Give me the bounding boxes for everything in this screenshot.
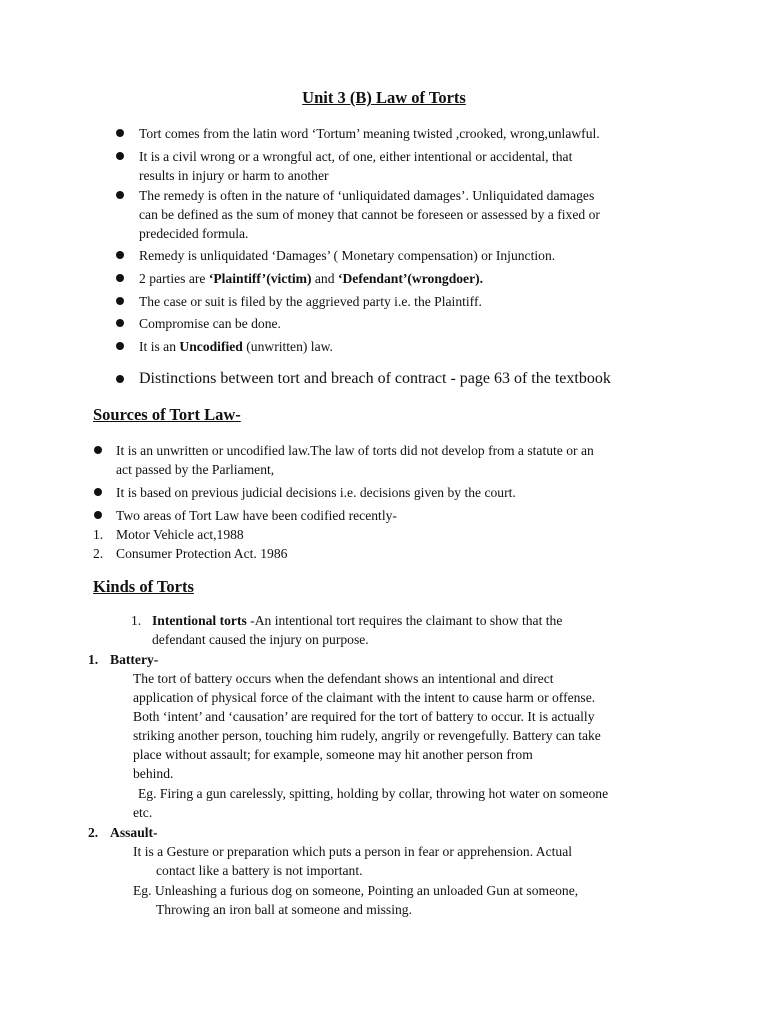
intro-bullet: The case or suit is filed by the aggrieved party i.e. the Plaintiff. [139,294,482,309]
bullet-icon [94,488,102,496]
assault-line-cont: contact like a battery is not important. [156,863,363,878]
battery-line: striking another person, touching him rudely, angrily or revengefully. Battery can take [133,728,601,743]
uncodified-prefix: It is an [139,339,180,354]
numbered-marker: 2. [93,546,104,561]
intro-bullet-cont: can be defined as the sum of money that cannot be foreseen or assessed by a fixed or [139,207,600,222]
page-title: Unit 3 (B) Law of Torts [302,88,466,107]
battery-line: The tort of battery occurs when the defendant shows an intentional and direct [133,671,554,686]
numbered-marker: 1. [88,652,99,667]
bullet-icon [116,129,124,137]
intro-bullet: The remedy is often in the nature of ‘unliquidated damages’. Unliquidated damages [139,188,595,203]
numbered-marker: 2. [88,825,99,840]
intro-bullet: Remedy is unliquidated ‘Damages’ ( Monetary compensation) or Injunction. [139,248,556,263]
bullet-icon [116,319,124,327]
intro-bullet: Tort comes from the latin word ‘Tortum’ meaning twisted ,crooked, wrong,unlawful. [139,126,600,141]
numbered-marker: 1. [93,527,104,542]
intentional-torts-line [152,611,562,630]
assault-line: It is a Gesture or preparation which puts a person in fear or apprehension. Actual [133,844,573,859]
intro-bullet: Compromise can be done. [139,316,281,331]
uncodified-bullet [139,337,333,356]
codified-act: Consumer Protection Act. 1986 [116,546,288,561]
intro-bullet-cont: predecided formula. [139,226,249,241]
battery-line: Both ‘intent’ and ‘causation’ are required for the tort of battery to occur. It is actually [133,709,595,724]
bullet-icon [116,251,124,259]
codified-act: Motor Vehicle act,1988 [116,527,244,542]
sources-line-cont: act passed by the Parliament, [116,462,275,477]
assault-example-cont: Throwing an iron ball at someone and missing. [156,902,412,917]
intro-bullet-cont: results in injury or harm to another [139,168,329,183]
intentional-torts-text: -An intentional tort requires the claimant to show that the [246,613,563,628]
battery-line: behind. [133,766,174,781]
plaintiff-term: ‘Plaintiff’(victim) [208,271,312,286]
bullet-icon [116,297,124,305]
bullet-icon [94,511,102,519]
assault-example: Eg. Unleashing a furious dog on someone, Pointing an unloaded Gun at someone, [133,883,579,898]
numbered-marker: 1. [131,613,142,628]
battery-label: Battery- [110,652,159,667]
intentional-torts-cont: defendant caused the injury on purpose. [152,632,369,647]
parties-bullet [139,269,483,288]
battery-example-cont: etc. [133,805,153,820]
bullet-icon [116,152,124,160]
bullet-icon [94,446,102,454]
uncodified-term: Uncodified [179,339,243,354]
intentional-torts-label: Intentional torts [152,613,247,628]
distinctions-bullet: Distinctions between tort and breach of contract - page 63 of the textbook [139,370,611,387]
sources-heading: Sources of Tort Law- [93,405,241,424]
kinds-heading: Kinds of Torts [93,577,194,596]
parties-prefix: 2 parties are [139,271,209,286]
battery-line: application of physical force of the claimant with the intent to cause harm or offense. [133,690,596,705]
bullet-icon [116,342,124,350]
sources-line: It is an unwritten or uncodified law.The law of torts did not develop from a statute or an [116,443,594,458]
sources-line: It is based on previous judicial decisions i.e. decisions given by the court. [116,485,516,500]
battery-line: place without assault; for example, someone may hit another person from [133,747,533,762]
uncodified-suffix: (unwritten) law. [242,339,333,354]
sources-line: Two areas of Tort Law have been codified recently- [116,508,397,523]
bullet-icon [116,274,124,282]
assault-label: Assault- [110,825,158,840]
defendant-term: ‘Defendant’(wrongdoer). [337,271,484,286]
intro-bullet: It is a civil wrong or a wrongful act, of one, either intentional or accidental, that [139,149,573,164]
bullet-icon [116,191,124,199]
bullet-icon [116,375,124,383]
parties-and: and [311,271,338,286]
battery-example: Eg. Firing a gun carelessly, spitting, holding by collar, throwing hot water on someone [138,786,609,801]
